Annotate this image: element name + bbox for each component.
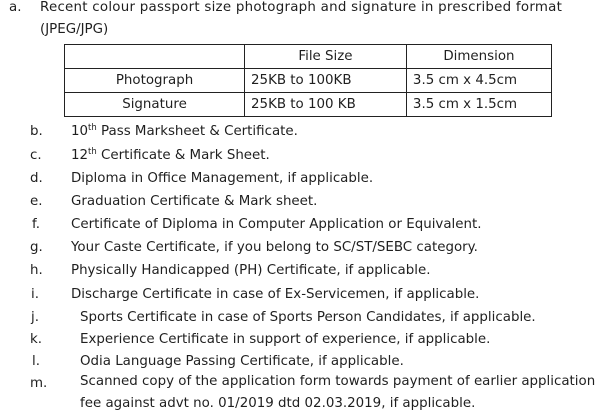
item-marker-e: e. (30, 194, 43, 209)
row-size-signature: 25KB to 100 KB (245, 93, 407, 117)
item-d-text: Diploma in Office Management, if applicable. (71, 171, 374, 186)
item-marker-a: a. (9, 0, 22, 15)
row-size-photograph: 25KB to 100KB (245, 69, 407, 93)
row-label-signature: Signature (65, 93, 245, 117)
item-c-number: 12 (71, 148, 89, 163)
item-b-ordinal: th (88, 123, 97, 133)
item-b-rest: Pass Marksheet & Certificate. (96, 124, 298, 139)
item-marker-g: g. (30, 240, 43, 255)
item-g-text: Your Caste Certificate, if you belong to SC/ST/SEBC category. (71, 240, 478, 255)
item-m-line2: fee against advt no. 01/2019 dtd 02.03.2019, if applicable. (80, 396, 476, 411)
item-marker-h: h. (30, 263, 43, 278)
item-marker-i: i. (31, 287, 39, 302)
item-marker-b: b. (30, 124, 43, 139)
item-b-text (71, 124, 298, 139)
row-dimension-photograph: 3.5 cm x 4.5cm (406, 69, 551, 93)
item-b-number: 10 (71, 124, 89, 139)
item-marker-d: d. (30, 171, 43, 186)
file-requirements-table (64, 44, 552, 117)
item-marker-k: k. (30, 332, 43, 347)
item-a-line1: Recent colour passport size photograph and signature in prescribed format (40, 0, 563, 15)
item-e-text: Graduation Certificate & Mark sheet. (71, 194, 318, 209)
item-j-text: Sports Certificate in case of Sports Person Candidates, if applicable. (80, 310, 536, 325)
table-row (65, 69, 552, 93)
item-a-line2: (JPEG/JPG) (40, 22, 109, 37)
item-i-text: Discharge Certificate in case of Ex-Servicemen, if applicable. (71, 287, 480, 302)
table-header-dimension: Dimension (406, 45, 551, 69)
table-header-file-size: File Size (245, 45, 407, 69)
item-marker-j: j. (31, 310, 39, 325)
table-header-row (65, 45, 552, 69)
item-k-text: Experience Certificate in support of experience, if applicable. (80, 332, 491, 347)
item-m-line1: Scanned copy of the application form towards payment of earlier application (80, 374, 596, 389)
item-marker-m: m. (30, 376, 48, 391)
item-f-text: Certificate of Diploma in Computer Application or Equivalent. (71, 217, 482, 232)
row-dimension-signature: 3.5 cm x 1.5cm (406, 93, 551, 117)
item-marker-f: f. (32, 217, 40, 232)
row-label-photograph: Photograph (65, 69, 245, 93)
item-l-text: Odia Language Passing Certificate, if applicable. (80, 354, 404, 369)
item-marker-c: c. (30, 148, 42, 163)
table-row (65, 93, 552, 117)
item-marker-l: l. (32, 354, 40, 369)
table-header-blank (65, 45, 245, 69)
item-c-rest: Certificate & Mark Sheet. (96, 148, 270, 163)
item-h-text: Physically Handicapped (PH) Certificate, if applicable. (71, 263, 431, 278)
item-c-ordinal: th (88, 147, 97, 157)
item-c-text (71, 148, 270, 163)
